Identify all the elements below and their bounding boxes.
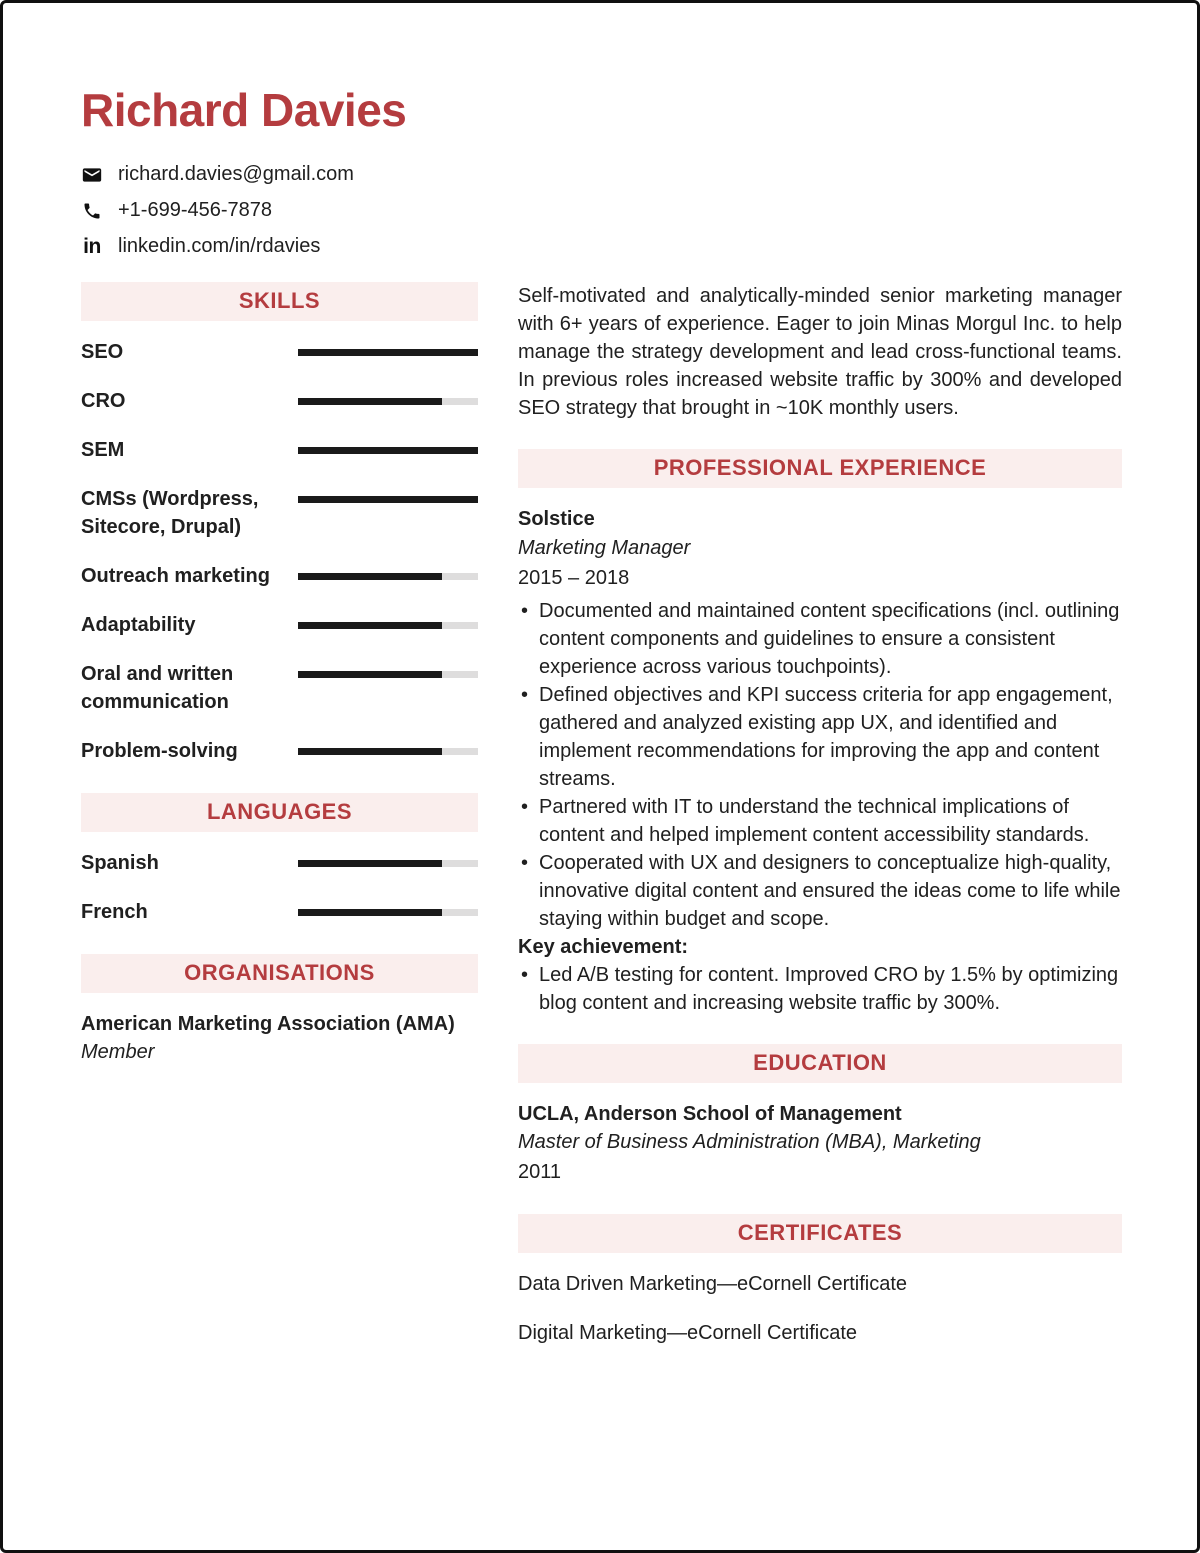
education-school: UCLA, Anderson School of Management [518,1103,902,1125]
skills-list [81,338,478,765]
skill-label: SEM [81,439,125,461]
phone-icon [81,200,103,222]
skill-label: CRO [81,390,126,412]
certificate-item: Digital Marketing—eCornell Certificate [518,1322,858,1344]
linkedin-icon: in [83,234,101,258]
skill-label: Outreach marketing [81,565,270,587]
skill-bar-fill [298,573,442,580]
email-icon [81,164,103,186]
experience-bullet: • Cooperated with UX and designers to conceptualize high-quality, innovative digital content and ensured the ideas come to life while staying within budget and scope. [518,849,1122,933]
key-achievement-label: Key achievement: [518,936,689,958]
skill-bar [298,496,478,503]
summary-paragraph: Self-motivated and analytically-minded senior marketing manager with 6+ years of experience. Eager to join Minas Morgul Inc. to help manage the strategy development and lead cross-functional teams. In previous roles increased website traffic by 300% and developed SEO strategy that brought in ~10K monthly users. [518,285,1122,419]
language-bar [298,909,478,916]
skill-bar [298,447,478,454]
languages-list [81,849,478,926]
skill-bar-fill [298,671,442,678]
language-bar-fill [298,860,442,867]
contact-email-row [81,163,1122,186]
languages-section-header: LANGUAGES [81,793,478,832]
skill-bar [298,622,478,629]
skill-row [81,436,478,464]
content-columns [81,282,1122,1368]
education-degree: Master of Business Administration (MBA), Marketing [518,1131,981,1153]
experience-bullet: • Documented and maintained content specifications (incl. outlining content components and guidelines to ensure a consistent experience across various touchpoints). [518,597,1122,681]
skill-bar-fill [298,622,442,629]
education-year: 2011 [518,1161,562,1183]
skill-row [81,387,478,415]
skill-bar-fill [298,447,478,454]
skill-row [81,485,478,541]
experience-dates: 2015 – 2018 [518,567,630,589]
skill-bar-fill [298,748,442,755]
experience-role: Marketing Manager [518,537,691,559]
experience-bullet: • Partnered with IT to understand the technical implications of content and helped implement content accessibility standards. [518,793,1122,849]
skill-label: SEO [81,341,124,363]
skill-bar-fill [298,496,478,503]
language-row [81,849,478,877]
skill-label: Oral and written communication [81,663,234,713]
organisation-name: American Marketing Association (AMA) [81,1013,455,1035]
certificate-item: Data Driven Marketing—eCornell Certificate [518,1273,908,1295]
sidebar [81,282,478,1066]
skill-row [81,611,478,639]
page-title: Richard Davies [81,84,407,136]
contact-block [81,163,1122,258]
language-label: Spanish [81,852,159,874]
skill-row [81,562,478,590]
key-achievement-list [518,961,1122,1017]
certificates-list [518,1270,1122,1347]
contact-linkedin-row [81,235,1122,258]
language-bar-fill [298,909,442,916]
skill-bar [298,573,478,580]
experience-section-header: PROFESSIONAL EXPERIENCE [518,449,1122,488]
skill-row [81,660,478,716]
skill-label: CMSs (Wordpress, Sitecore, Drupal) [81,488,259,538]
language-row [81,898,478,926]
skill-row [81,338,478,366]
language-label: French [81,901,148,923]
skills-section-header: SKILLS [81,282,478,321]
skill-bar-fill [298,398,442,405]
main-column [518,282,1122,1368]
organisations-section-header: ORGANISATIONS [81,954,478,993]
education-section-header: EDUCATION [518,1044,1122,1083]
organisation-role: Member [81,1041,155,1063]
skill-label: Adaptability [81,614,196,636]
contact-linkedin-text: linkedin.com/in/rdavies [118,235,321,257]
experience-company: Solstice [518,508,595,530]
certificates-section-header: CERTIFICATES [518,1214,1122,1253]
contact-email-text: richard.davies@gmail.com [118,163,354,185]
experience-bullet-list [518,597,1122,933]
skill-bar [298,349,478,356]
skill-bar [298,398,478,405]
skill-label: Problem-solving [81,740,238,762]
skill-row [81,737,478,765]
contact-phone-row [81,199,1122,222]
skill-bar-fill [298,349,478,356]
skill-bar [298,671,478,678]
skill-bar [298,748,478,755]
contact-phone-text: +1-699-456-7878 [118,199,273,221]
experience-bullet: • Defined objectives and KPI success criteria for app engagement, gathered and analyzed existing app UX, and identified and implement recommendations for improving the app and content streams. [518,681,1122,793]
language-bar [298,860,478,867]
key-achievement-bullet: • Led A/B testing for content. Improved CRO by 1.5% by optimizing blog content and increasing website traffic by 300%. [518,961,1122,1017]
